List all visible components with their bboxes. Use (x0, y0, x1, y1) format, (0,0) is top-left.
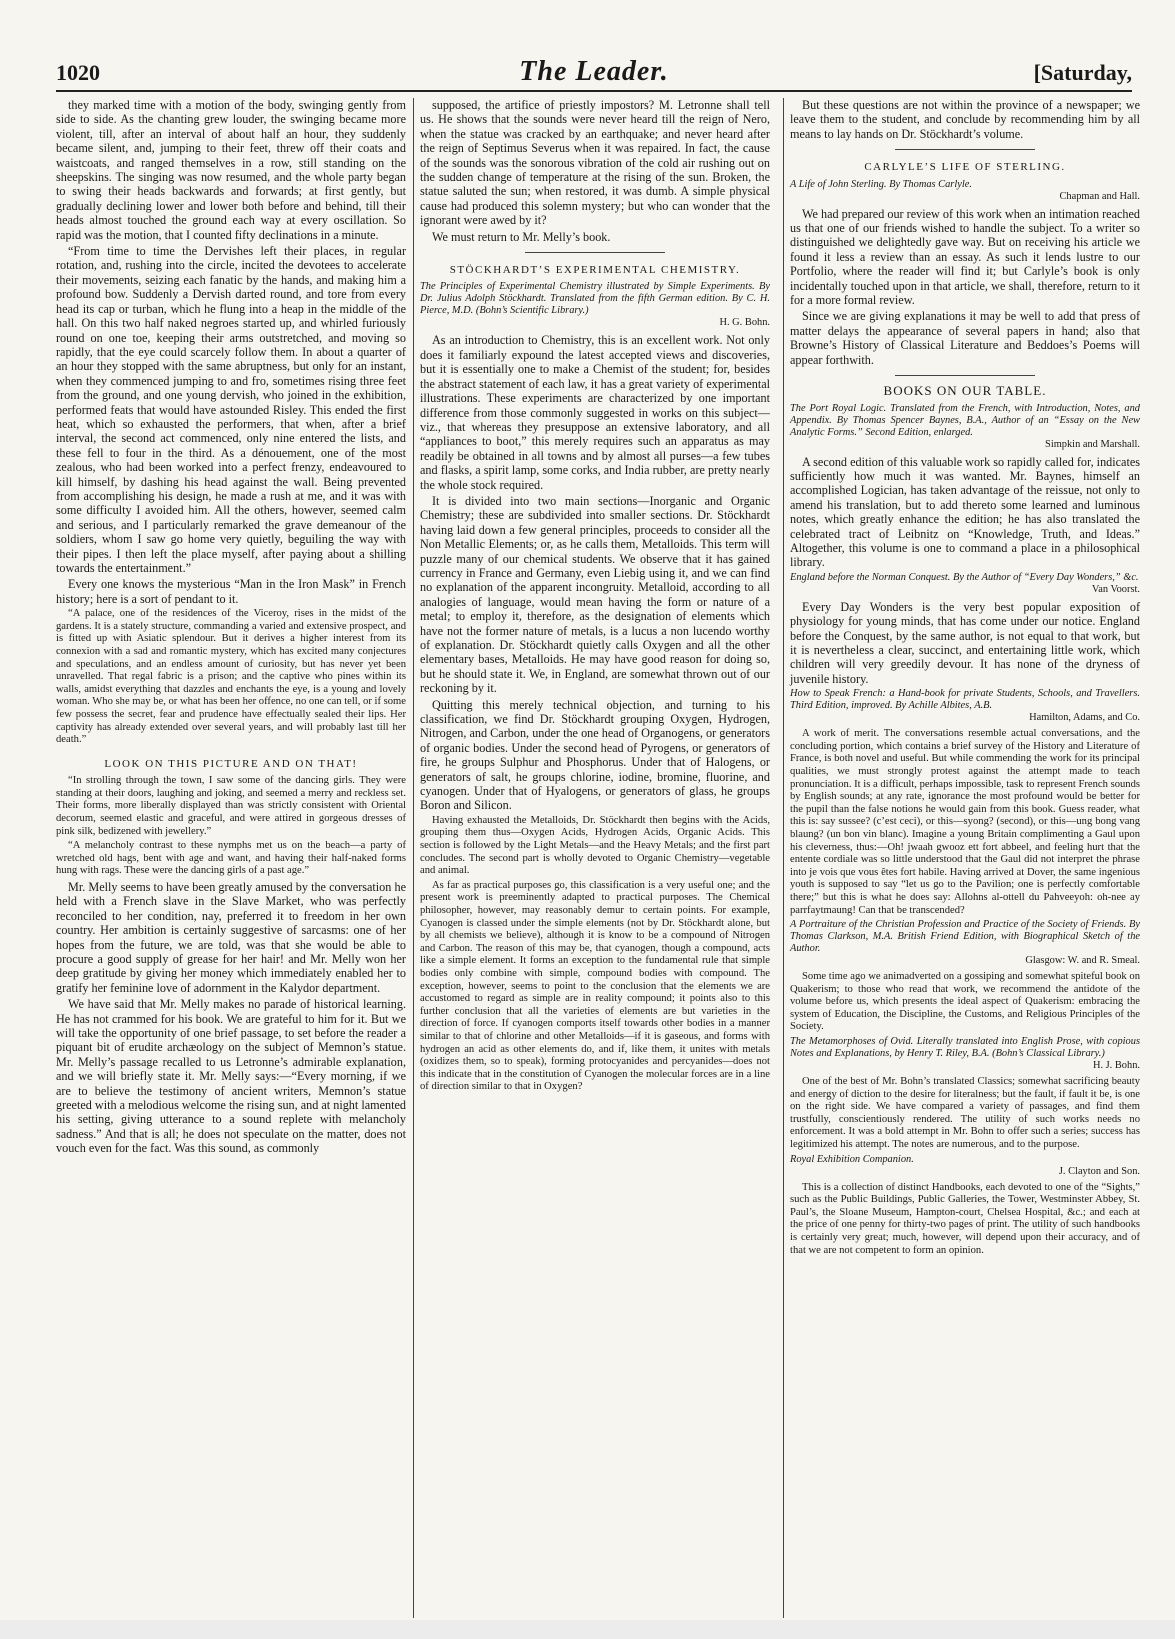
book-review: Every Day Wonders is the very best popular exposition of physiology for young minds, that has come under our notice. England before the Conquest, by the same author, is not equal to that work, but it is nevertheless a clear, succinct, and entertaining little work, which children will very greedily devour. It has none of the dryness of juvenile history. (790, 599, 1140, 686)
citation-text: How to Speak French: a Hand-book for private Students, Schools, and Travellers. Third Edition, improved. By Achille Albites, A.B. (790, 688, 1140, 712)
divider (895, 149, 1035, 150)
book-citation (790, 1036, 1140, 1072)
publisher: Glasgow: W. and R. Smeal. (1025, 955, 1140, 967)
book-review: A second edition of this valuable work so rapidly called for, indicates sufficiently how much it was wanted. Mr. Baynes, himself an accomplished Logician, has taken advantage of the reissue, not only to amend his translation, but to add thereto some learned and luminous notes, which greatly enhance the edition; he has also translated the celebrated tract of Leibnitz on “Knowledge, Truth, and Ideas.” Altogether, this volume is one to command a place in a philosophical library. (790, 454, 1140, 570)
column-1 (56, 98, 406, 1158)
paragraph: We must return to Mr. Melly’s book. (432, 229, 611, 244)
column-rule (413, 98, 414, 1618)
issue-day: [Saturday, (1033, 60, 1132, 85)
paragraph: supposed, the artifice of priestly impostors? M. Letronne shall tell us. He shows that the sounds were never heard till the reign of Nero, when the statue was cracked by an earthquake; and never heard after the reign of Septimus Severus when it was repaired. In fact, the cause of the sounds was the sonorous vibration of the cold air rushing out on the sudden change of temperature at the rising of the sun. Broken, the statue saluted the sun; when restored, it was dumb. A simple physical cause had produced this solemn mystery; but who can wonder that the ignorant were awed by it? (420, 98, 770, 228)
publisher: H. J. Bohn. (1092, 1060, 1140, 1072)
paragraph: As an introduction to Chemistry, this is an excellent work. Not only does it familiarly expound the latest accepted views and discoveries, but it is essentially one to make a Chemist of the student; for, besides the abstract statement of each law, it has a great variety of experimental illustrations. These experiments are characterized by one important difference from those commonly suggested in works on this subject—viz., that whereas they presuppose an extensive laboratory, and all “appliances to boot,” this merely requires such an apparatus as may readily be obtained in all towns and by almost all purses—a few tubes and flasks, a spirit lamp, some corks, and India rubber, are pretty nearly the whole stock required. (420, 333, 770, 492)
divider (895, 375, 1035, 376)
paragraph: Since we are giving explanations it may be well to add that press of matter delays the appearance of several papers in hand; also that Browne’s History of Classical Literature and Beddoes’s Poems will appear forthwith. (790, 309, 1140, 367)
citation-text: The Principles of Experimental Chemistry illustrated by Simple Experiments. By Dr. Julius Adolph Stöckhardt. Translated from the fifth German edition. By C. H. Pierce, M.D. (Bohn’s Scientific Library.) (420, 281, 770, 317)
citation-text: A Portraiture of the Christian Profession and Practice of the Society of Friends. By Thomas Clarkson, M.A. British Friend Edition, with Biographical Sketch of the Author. (790, 919, 1140, 955)
quote-paragraph: “A melancholy contrast to these nymphs met us on the beach—a party of wretched old hags, bent with age and want, and having their half-naked forms hung with rags. These were the dancing girls of a past age.” (56, 840, 406, 877)
paragraph: Mr. Melly seems to have been greatly amused by the conversation he held with a French slave in the Slave Market, who was perfectly reconciled to her condition, nay, preferred it to freedom in her own country. Her ambition is certainly suggestive of sarcasms: one of her hopes from the future, we are told, was that she would be able to procure a good supply of grease for her hair! and Mr. Melly won her deep gratitude by giving her money which immediately enabled her to gratify her feminine love of adornment in the Kalydor department. (56, 879, 406, 995)
publisher: Hamilton, Adams, and Co. (1029, 712, 1140, 724)
paragraph: they marked time with a motion of the body, swinging gently from side to side. As the chanting grew louder, the swinging became more violent, till, after an interval of about half an hour, they suddenly became silent, and, jumping to their feet, threw off their coats and waistcoats, and ranged themselves in a row, still standing on the sheepskins. The singing was now resumed, and the whole party began to swing their heads backwards and forwards; at first gently, but gradually declining lower and lower both before and behind, till their heads almost touched the ground each way at every oscillation. So rapid was the motion, that I counted fifty declinations in a minute. (56, 98, 406, 242)
column-3 (790, 98, 1140, 1259)
book-citation (790, 919, 1140, 967)
page-bottom-margin (0, 1620, 1175, 1639)
paragraph: It is divided into two main sections—Inorganic and Organic Chemistry; these are subdivided into smaller sections. Dr. Stöckhardt having laid down a few general principles, proceeds to consider all the Non Metallic Elements; or, as he calls them, Metalloids. This term will puzzle many of our chemical students. We observe that it has gained currency in France and Germany, even Liebig using it, and we can find no explanation of the apparent incongruity. Metalloid, according to all analogies of language, would mean having the form or nature of a metal; to employ it, therefore, as the designation of elements which have not the former nature of metals, is a lucus a non lucendo worthy of explanation. Dr. Stöckhardt quietly calls Oxygen and all the other elementary bases, Metalloids. He may have good reason for doing so, but he should state it. We, in England, are somewhat thrown out of our reckoning by it. (420, 493, 770, 696)
citation-text: England before the Norman Conquest. By the Author of “Every Day Wonders,” &c. (790, 571, 1139, 583)
paragraph: Quitting this merely technical objection, and turning to his classification, we find Dr. Stöckhardt grouping Oxygen, Hydrogen, Nitrogen, and Carbon, under the one head of Organogens, or generators of organic bodies. Under the second head of Pyrogens, or generators of fire, he groups Sulphur and Phosphorus. Under that of Halogens, or generators of salt, he groups chlorine, iodine, bromine, fluorine, and cyanogen. Under that of Hyalogens, or generators of glass, he groups Boron and Silicon. (420, 697, 770, 813)
citation-text: The Metamorphoses of Ovid. Literally translated into English Prose, with copious Notes and Explanations, by Henry T. Riley, B.A. (Bohn’s Classical Library.) (790, 1036, 1140, 1060)
paragraph: Having exhausted the Metalloids, Dr. Stöckhardt then begins with the Acids, grouping them thus—Oxygen Acids, Hydrogen Acids, Organic Acids. This section is followed by the Light Metals—and the Heavy Metals; and the first part concludes. The second part is wholly devoted to Organic Chemistry—vegetable and animal. (420, 814, 770, 877)
book-citation (790, 1154, 1140, 1178)
quote-paragraph: “In strolling through the town, I saw some of the dancing girls. They were standing at their doors, laughing and joking, and seemed a merry and reckless set. Their forms, more liberally displayed than was strictly consistent with Oriental decorum, seemed elastic and graceful, and were attired in gorgeous dresses of pink silk, bedizened with jewellery.” (56, 775, 406, 837)
paragraph: Every one knows the mysterious “Man in the Iron Mask” in French history; here is a sort of pendant to it. (56, 577, 406, 606)
book-review: One of the best of Mr. Bohn’s translated Classics; somewhat sacrificing beauty and energy of diction to the desire for literalness; but the fault, if fault it be, is one on the right side. We have compared a variety of passages, and find them trustfully, conscientiously rendered. The utility of such works needs no enforcement. It was a bold attempt in Mr. Bohn to offer such a series; success has legitimized his attempt. The notes are numerous, and to the purpose. (790, 1076, 1140, 1151)
column-2 (420, 98, 770, 1096)
page-number: 1020 (56, 60, 100, 85)
citation-text: A Life of John Sterling. By Thomas Carlyle. (790, 178, 972, 190)
book-citation (790, 572, 1140, 596)
book-review: This is a collection of distinct Handbooks, each devoted to one of the “Sights,” such as the Public Buildings, Public Galleries, the Tower, Westminster Abbey, St. Paul’s, the Sloane Museum, Hampton-court, Chelsea Hospital, &c.; and each at the price of one penny for thirty-two pages of print. The utility of such handbooks is certainly very great; much, however, will depend upon their accuracy, and of that we are not competent to form an opinion. (790, 1181, 1140, 1256)
citation-text: Royal Exhibition Companion. (790, 1153, 914, 1165)
review-heading: CARLYLE’S LIFE OF STERLING. (864, 161, 1066, 174)
publisher: Simpkin and Marshall. (1045, 438, 1140, 450)
paragraph: We have said that Mr. Melly makes no parade of historical learning. He has not crammed for his book. We are grateful to him for it. But we will take the opportunity of one brief passage, to set before the reader a piquant bit of erudite archæology on the subject of Memnon’s statue. Mr. Melly’s passage recalled to us Letronne’s admirable explanation, and we will briefly state it. Mr. Melly says:—“Every morning, if we are to believe the testimony of ancient writers, Memnon’s statue greeted with a melodious welcome the rising sun, and at night lamented his setting, giving utterance to a sound replete with melancholy sadness.” And that is all; he does not speculate on the matter, does not vouch even for the fact. Was this sound, as commonly (56, 997, 406, 1156)
paragraph: We had prepared our review of this work when an intimation reached us that one of our friends wished to handle the subject. To a writer so distinguished we delightedly gave way. But on receiving his article we found it less a review than an essay. As such it lends lustre to our Portfolio, where the reader will find it; but Carlyle’s book is only incidentally touched upon in that article, we shall, therefore, return to it for a more formal review. (790, 206, 1140, 308)
review-heading: STÖCKHARDT’S EXPERIMENTAL CHEMISTRY. (449, 264, 741, 277)
publisher: H. G. Bohn. (719, 317, 770, 329)
divider (525, 252, 665, 253)
paragraph: “From time to time the Dervishes left their places, in regular rotation, and, rushing into the circle, incited the devotees to accelerate their movements, seizing each fanatic by the hands, and making him a profound bow. Suddenly a Dervish darted round, and tore from every head its cap or turban, which he flung into a heap in the middle of the hall. On this two half naked negroes started up, and whirled furiously round on one toe, keeping their arms outstretched, and moving so rapidly, that the eye could scarcely follow them. In about a quarter of an hour they stopped with the same abruptness, but only for an instant, when they commenced jumping to and fro, sometimes rising three feet from the ground, and one young dervish, who joined in the exhibition, performed feats that would have astounded Risley. This ended the first heat, which so exhausted the performers, that when, after a brief interval, the second act commenced, only nine entered the lists, and these fell to four in the third. As a dénouement, one of the most zealous, who had been worked into a perfect frenzy, endeavoured to kill himself, by dashing his head against the wall. Being prevented from accomplishing his design, he made a rush at me, and it was with some difficulty I avoided him. All the others, however, seemed calm and serious, and I particularly remarked the grave demeanour of the soldiers, whom I saw go home very quietly, beguiling the way with their pipes. I then left the place myself, after paying about a shilling towards the entertainment.” (56, 244, 406, 575)
paragraph: As far as practical purposes go, this classification is a very useful one; and the present work is preeminently adapted to practical purposes. The Chemical philosopher, however, may reasonably demur to certain points. For example, Cyanogen is classed under the simple elements (not by Dr. Stöckhardt alone, but by all chemists we believe), although it is know to be a compound of Nitrogen and Carbon. The reason of this may be, that cyanogen, though a compound, acts like a simple element. It forms an exception to the fundamental rule that simple bodies only combine with simple, compound bodies with compound. The exception, however, seems to point to the conclusion that the elements we are accustomed to regard as simple are in reality compound; it points also to this further conclusion that all the varieties of elements are but varieties in the direction of force. If cyanogen comports itself towards other bodies in a manner similar to that of chlorine and other Metalloids—if it is gaseous, and forms with hydrogen an acid as other elements do, and if, like them, it unites with metals (oxidizes them, so to speak), forming protocyanides and percyanides—does not this indicate that in the constitution of Cyanogen the molecular forces are in a line of direction similar to that in Oxygen? (420, 879, 770, 1093)
publisher: J. Clayton and Son. (1058, 1165, 1140, 1177)
book-review: A work of merit. The conversations resemble actual conversations, and the concluding portion, which contains a brief survey of the History and Literature of France, is both novel and useful. But while commending the work for its principal qualities, we must strongly protest against the attempt made to teach pronunciation. It is a difficult, perhaps impossible, task to represent French sounds by English sounds; at any rate, ignorance the most profound would be better for the pupil than the false notions he would gain from this book. Guess reader, what this is: say sussee? (c’est ceci), or this—syong? (second), or this—ung bong vang blaung? (un bon vin blanc). Imagine a young Britain complimenting a Gaul upon his cleverness, thus:—Oh! jwaah gwooz ett fort abbeel, and feeling hurt that the entente cordiale was so little understood that the Gaul did not interpret the phrase into je vois que vous êtes fort habile. Having arrived at Dover, the same ingenious youth is supposed to say “let us go to the Pavilion; one is perfectly comfortable there;” but this is what he does say: Allohns al-ottell du Pahveeyoh: oh-nee ay parrfaytmaung! Can that be transcended? (790, 728, 1140, 916)
book-citation (790, 179, 1140, 203)
book-citation (790, 403, 1140, 451)
masthead (56, 56, 1132, 92)
book-review: Some time ago we animadverted on a gossiping and somewhat spiteful book on Quakerism; to those who read that work, we recommend the antidote of the volume before us, which presents the ideal aspect of Quakerism: embracing the system of Education, the Discipline, the Customs, and Religious Principles of the Society. (790, 971, 1140, 1033)
quote-paragraph: “A palace, one of the residences of the Viceroy, rises in the midst of the gardens. It is a stately structure, commanding a varied and extensive prospect, and is fitted up with Asiatic splendour. But it derives a higher interest from its connexion with a sad and romantic mystery, which has excited many conjectures and speculations, and an endless amount of curiosity, but has never yet been unravelled. That regal fabric is a prison; and the captive who pines within its walls, amidst everything that dazzles and enchants the eye, is a young and lovely woman. Who she may be, or what has been her offence, no one can tell, or if some few possess the secret, fear and prudence have effectually sealed their lips. Her captivity has already extended over several years, and will probably last till her death.” (56, 608, 406, 746)
section-heading: LOOK ON THIS PICTURE AND ON THAT! (104, 757, 358, 770)
paragraph: But these questions are not within the province of a newspaper; we leave them to the student, and conclude by recommending him by all means to lay hands on Dr. Stöckhardt’s volume. (790, 98, 1140, 141)
book-citation (790, 688, 1140, 724)
publisher: Van Voorst. (1091, 583, 1140, 595)
citation-text: The Port Royal Logic. Translated from the French, with Introduction, Notes, and Appendix. By Thomas Spencer Baynes, B.A., Author of an “Essay on the New Analytic Forms.” Second Edition, enlarged. (790, 402, 1140, 438)
newspaper-title: The Leader. (519, 56, 669, 87)
column-rule (783, 98, 784, 1618)
section-heading: BOOKS ON OUR TABLE. (883, 383, 1047, 399)
publisher: Chapman and Hall. (1059, 190, 1140, 202)
book-citation (420, 281, 770, 329)
